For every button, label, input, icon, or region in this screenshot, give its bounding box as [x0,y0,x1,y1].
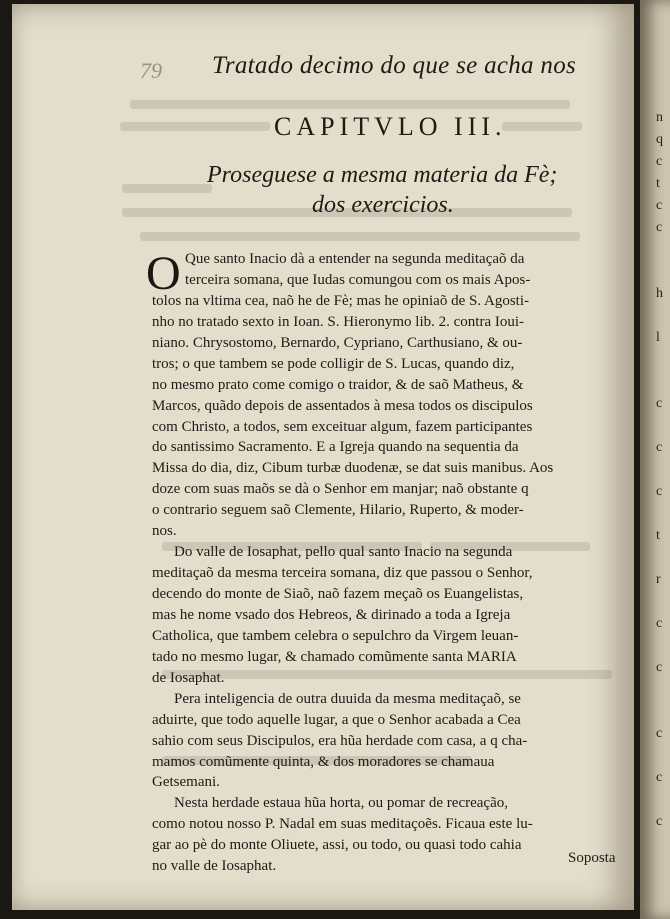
facing-fragment: c [656,814,663,829]
paragraph-2 [152,542,632,689]
text-line: como notou nosso P. Nadal em suas meditaçoẽs. Ficaua este lu- [152,816,533,833]
text-line: Marcos, quãdo depois de assentados à mesa todos os discipulos [152,397,533,414]
chapter-subtitle-line-2: dos exercicios. [312,192,454,218]
facing-fragment: c [656,484,663,499]
facing-fragment: c [656,770,663,785]
text-line: gar ao pè do monte Oliuete, assi, ou todo, ou quasi todo cahia [152,837,522,854]
facing-fragment: h [656,286,663,301]
text-line: Catholica, que tambem celebra o sepulchro da Virgem leuan- [152,627,519,644]
facing-fragment: t [656,528,660,543]
facing-fragment: r [656,572,661,587]
paragraph-4 [152,793,632,877]
facing-fragment: c [656,660,663,675]
chapter-subtitle-line-1: Proseguese a mesma materia da Fè; [207,162,558,188]
text-line: Missa do dia, diz, Cibum turbæ duodenæ, se dat suis manibus. Aos [152,460,554,477]
text-line: niano. Chrysostomo, Bernardo, Cypriano, Carthusiano, & ou- [152,334,523,351]
facing-fragment: c [656,220,663,235]
text-line: meditaçaõ da mesma terceira somana, diz que passou o Senhor, [152,565,533,582]
facing-fragment: c [656,396,663,411]
catchword: Soposta [568,850,616,866]
facing-fragment: n [656,110,663,125]
text-line: tado no mesmo lugar, & chamado comũmente santa MARIA [152,648,517,665]
text-line: tolos na vltima cea, naõ he de Fè; mas he opiniaõ de S. Agosti- [152,292,530,309]
page-number: 79 [140,58,162,83]
text-line: decendo do monte de Siaõ, naõ fazem meçaõ os Euangelistas, [152,586,524,602]
drop-cap: O [146,247,181,300]
text-line: no valle de Iosaphat. [152,858,277,875]
text-line: aduirte, que todo aquelle lugar, a que o Senhor acabada a Cea [152,711,521,728]
text-line: tros; o que tambem se pode colligir de S. Lucas, quando diz, [152,355,515,372]
text-line: nos. [152,523,177,540]
text-line: o contrario seguem saõ Clemente, Hilario, Ruperto, & moder- [152,502,524,519]
facing-fragment: c [656,616,663,631]
paragraph-3 [152,689,632,794]
body-text [146,247,632,877]
text-line: mamos comũmente quinta, & dos moradores se chamaua [152,753,495,770]
chapter-title: CAPITVLO III. [274,112,507,141]
text-line: Que santo Inacio dà a entender na segunda meditaçaõ da [185,251,525,267]
facing-fragment: c [656,154,663,169]
text-line: sahio com seus Discipulos, era hũa herdade com casa, a q cha- [152,732,528,749]
facing-fragment: c [656,198,663,213]
text-line: com Christo, a todos, sem exceituar algum, fazem participantes [152,418,533,435]
facing-fragment: c [656,440,663,455]
text-line: mas he nome vsado dos Hebreos, & dirinado a toda a Igreja [152,606,511,623]
text-line: do santissimo Sacramento. E a Igreja quando na sequentia da [152,439,519,456]
text-line: Nesta herdade estaua hũa horta, ou pomar de recreação, [174,795,508,812]
text-line: de Iosaphat. [152,669,225,686]
text-line: no mesmo prato come comigo o traidor, & de saõ Matheus, & [152,376,524,393]
running-head: Tratado decimo do que se acha nos [212,52,577,79]
book-page [12,4,634,910]
facing-fragment: l [656,330,660,345]
text-line: Pera inteligencia de outra duuida da mesma meditaçaõ, se [174,690,521,707]
paragraph-1 [146,247,632,542]
facing-fragment: q [656,132,663,147]
text-line: terceira somana, que Iudas comungou com os mais Apos- [185,271,531,288]
facing-page-edge [640,0,670,919]
text-line: Getsemani. [152,774,220,791]
facing-fragment: t [656,176,660,191]
text-line: Do valle de Iosaphat, pello qual santo Inacio na segunda [174,544,513,561]
facing-fragment: c [656,726,663,741]
text-line: doze com suas maõs se dà o Senhor em manjar; naõ obstante q [152,481,529,498]
text-line: nho no tratado sexto in Ioan. S. Hieronymo lib. 2. contra Ioui- [152,313,525,330]
